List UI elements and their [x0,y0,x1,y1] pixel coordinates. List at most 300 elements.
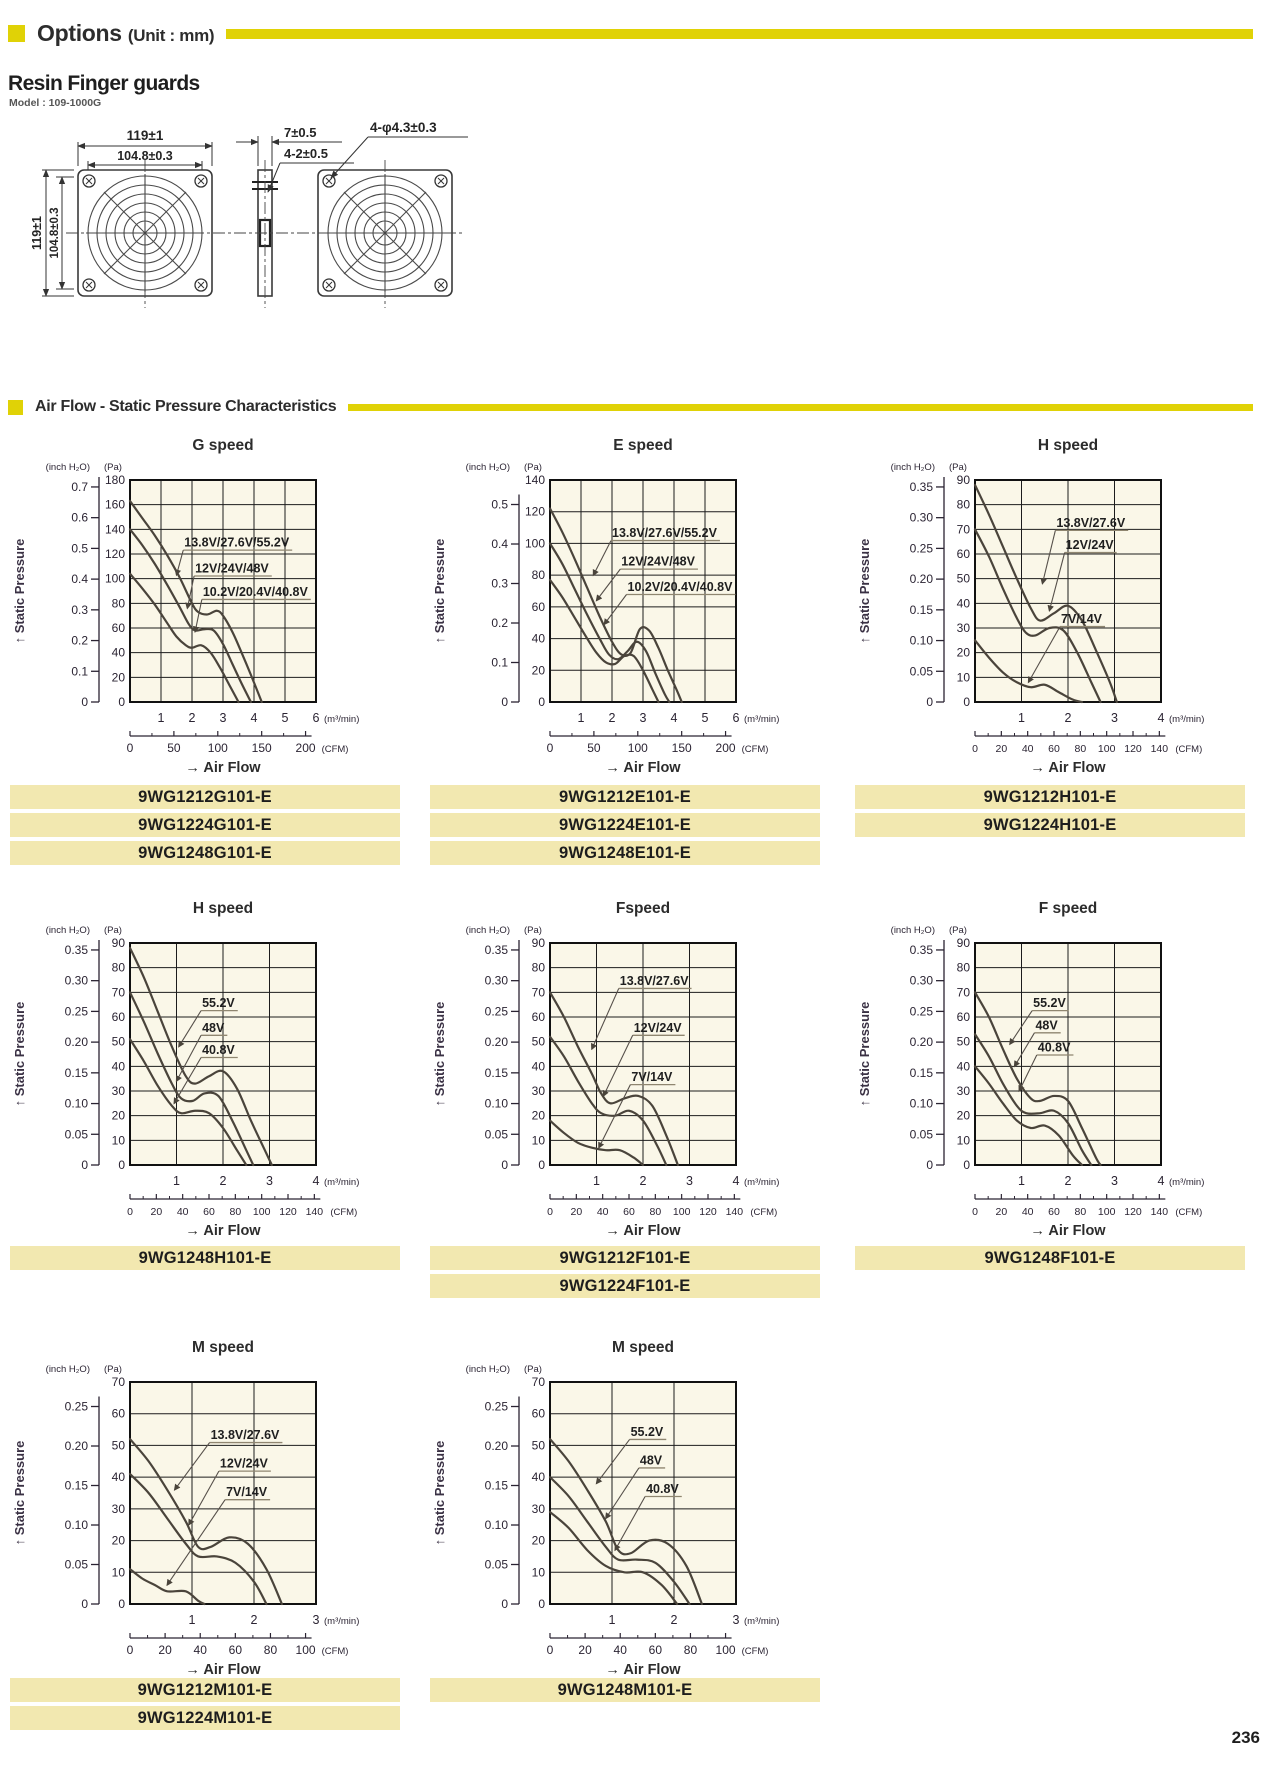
svg [430,893,780,1241]
pa-tick-label: 20 [531,1533,545,1548]
cfm-tick-label: 100 [672,1206,691,1218]
cfm-tick-label: 100 [295,1643,316,1657]
curve-label: 10.2V/20.4V/40.8V [627,580,733,594]
svg [10,430,360,778]
inch-tick-label: 0.30 [64,973,88,988]
inch-tick-label: 0.35 [909,479,933,494]
chart-f-speed-5 [855,893,1205,1241]
pa-tick-label: 80 [531,568,545,583]
y-axis-label: ↑ Static Pressure [12,538,27,644]
inch-tick-label: 0.4 [71,572,88,587]
inch-tick-label: 0.30 [484,973,508,988]
x-axis-label: → Air Flow [1030,1223,1106,1239]
x-tick-label: 2 [1064,711,1072,725]
pa-tick-label: 30 [111,1084,125,1098]
dim-thickness: 7±0.5 [284,125,317,140]
pa-tick-label: 100 [104,571,125,586]
pa-tick-label: 80 [531,960,545,975]
cfm-tick-label: 0 [972,743,978,755]
x-unit-m3-label: (m³/min) [744,714,780,725]
x-tick-label: 2 [670,1613,678,1627]
pa-tick-label: 40 [531,1470,545,1485]
x-unit-m3-label: (m³/min) [744,1177,780,1188]
inch-tick-label: 0.6 [71,510,88,525]
y-unit-pa-label: (Pa) [524,925,542,936]
pa-tick-label: 50 [531,1438,545,1453]
pa-tick-label: 40 [111,1470,125,1485]
cfm-tick-label: 20 [570,1206,583,1218]
pa-tick-label: 0 [538,695,545,709]
x-unit-cfm-label: (CFM) [330,1207,358,1218]
x-tick-label: 1 [173,1174,180,1188]
svg [430,1332,780,1680]
pa-tick-label: 10 [956,670,970,685]
chart-title: H speed [1037,437,1099,454]
x-axis-label: → Air Flow [185,1662,261,1678]
inch-tick-label: 0.5 [71,541,88,556]
y-unit-pa-label: (Pa) [949,925,967,936]
pa-tick-label: 40 [531,631,545,646]
pa-tick-label: 0 [118,1158,125,1172]
inch-tick-label: 0 [926,695,933,709]
curve-label: 48V [202,1020,225,1035]
cfm-tick-label: 80 [1074,1206,1087,1218]
y-unit-pa-label: (Pa) [104,1364,122,1375]
curve-label: 7V/14V [1061,612,1103,627]
y-unit-inch-label: (inch H₂O) [465,462,510,473]
cfm-tick-label: 120 [1124,743,1142,755]
cfm-tick-label: 40 [193,1643,207,1657]
pa-tick-label: 10 [956,1133,970,1148]
pa-tick-label: 120 [104,547,125,561]
inch-tick-label: 0 [501,1597,508,1611]
model-badge: 9WG1224F101-E [430,1274,820,1298]
x-axis-label: → Air Flow [605,1223,681,1239]
pa-tick-label: 90 [531,936,545,950]
chart-title: Fspeed [615,900,671,917]
chart-h-speed-2 [855,430,1205,778]
pa-tick-label: 60 [531,599,545,614]
cfm-tick-label: 140 [305,1206,324,1218]
pa-tick-label: 30 [956,1084,970,1098]
pa-tick-label: 160 [104,497,125,512]
cfm-tick-label: 140 [1150,743,1169,755]
chart-h-speed-3 [10,893,360,1241]
pa-tick-label: 50 [956,571,970,586]
model-badge: 9WG1224E101-E [430,813,820,837]
inch-tick-label: 0.25 [64,1399,88,1414]
inch-tick-label: 0.10 [909,633,933,648]
inch-tick-label: 0.05 [64,1557,88,1572]
pa-tick-label: 30 [531,1501,545,1516]
pa-tick-label: 70 [956,985,970,1000]
pa-tick-label: 20 [111,1533,125,1548]
cfm-tick-label: 20 [995,743,1008,755]
cfm-tick-label: 100 [1097,743,1116,755]
cfm-tick-label: 20 [995,1206,1008,1218]
inch-tick-label: 0.30 [909,973,933,988]
pa-tick-label: 0 [963,1158,970,1172]
pa-tick-label: 20 [956,645,970,660]
chart-title: M speed [611,1339,675,1356]
x-tick-label: 3 [312,1613,320,1627]
cfm-tick-label: 0 [127,1206,133,1218]
x-tick-label: 4 [670,711,678,725]
cfm-tick-label: 0 [126,741,134,755]
pa-tick-label: 90 [111,936,125,950]
model-badge: 9WG1248M101-E [430,1678,820,1702]
pa-tick-label: 80 [111,960,125,975]
cfm-tick-label: 200 [715,741,736,755]
model-badge: 9WG1212M101-E [10,1678,400,1702]
y-unit-pa-label: (Pa) [524,1364,542,1375]
cfm-tick-label: 0 [126,1643,134,1657]
cfm-tick-label: 0 [547,1206,553,1218]
pa-tick-label: 0 [538,1597,545,1611]
inch-tick-label: 0.10 [64,1518,88,1533]
y-axis-label: ↑ Static Pressure [12,1440,27,1546]
model-badge: 9WG1248G101-E [10,841,400,865]
cfm-tick-label: 20 [578,1643,592,1657]
x-tick-label: 4 [1157,1174,1165,1188]
options-unit-text: (Unit : mm) [127,26,215,45]
x-tick-label: 4 [312,1174,320,1188]
inch-tick-label: 0.35 [909,942,933,957]
x-tick-label: 3 [1111,711,1118,725]
x-tick-label: 1 [188,1613,196,1627]
cfm-tick-label: 120 [699,1206,717,1218]
pa-tick-label: 70 [531,1375,545,1389]
x-axis-label: → Air Flow [1030,760,1106,776]
y-unit-inch-label: (inch H₂O) [890,925,935,936]
x-tick-label: 3 [1111,1174,1118,1188]
cfm-tick-label: 150 [251,741,272,755]
y-axis-label: ↑ Static Pressure [12,1001,27,1107]
y-unit-pa-label: (Pa) [104,925,122,936]
curve-label: 55.2V [630,1424,664,1439]
curve-label: 40.8V [202,1043,235,1057]
y-unit-inch-label: (inch H₂O) [45,925,90,936]
dim-hole: 4-φ4.3±0.3 [370,120,437,135]
x-tick-label: 1 [157,711,165,725]
x-unit-cfm-label: (CFM) [741,744,769,755]
x-tick-label: 3 [732,1613,740,1627]
inch-tick-label: 0.20 [909,1035,933,1050]
pa-tick-label: 30 [956,621,970,635]
chart-title: E speed [613,437,673,454]
pa-tick-label: 40 [111,645,125,660]
inch-tick-label: 0 [81,1158,88,1172]
chart-e-speed-1 [430,430,780,778]
inch-tick-label: 0.05 [909,1127,933,1142]
pa-tick-label: 10 [111,1133,125,1148]
inch-tick-label: 0.20 [909,572,933,587]
inch-tick-label: 0.15 [64,1478,88,1493]
x-axis-label: → Air Flow [605,760,681,776]
pa-tick-label: 20 [956,1108,970,1123]
cfm-tick-label: 40 [613,1643,627,1657]
y-unit-inch-label: (inch H₂O) [465,925,510,936]
x-axis-label: → Air Flow [185,1223,261,1239]
x-tick-label: 6 [312,711,320,725]
airflow-title: Air Flow - Static Pressure Characteristics [35,398,337,415]
y-unit-inch-label: (inch H₂O) [45,462,90,473]
model-badge: 9WG1248F101-E [855,1246,1245,1270]
cfm-tick-label: 100 [627,741,648,755]
pa-tick-label: 20 [111,1108,125,1123]
dim-inner-thickness: 4-2±0.5 [284,146,328,161]
x-unit-m3-label: (m³/min) [324,1616,360,1627]
inch-tick-label: 0.25 [484,1004,508,1019]
inch-tick-label: 0.5 [491,497,508,512]
finger-guards-model: Model : 109-1000G [9,97,102,109]
inch-tick-label: 0.15 [909,1065,933,1080]
model-badge: 9WG1224M101-E [10,1706,400,1730]
x-unit-cfm-label: (CFM) [1175,744,1203,755]
pa-tick-label: 180 [104,473,125,487]
y-unit-inch-label: (inch H₂O) [465,1364,510,1375]
curve-label: 48V [639,1453,663,1468]
inch-tick-label: 0.1 [71,664,88,679]
pa-tick-label: 60 [531,1406,545,1421]
x-tick-label: 1 [593,1174,600,1188]
y-axis-label: ↑ Static Pressure [432,538,447,644]
inch-tick-label: 0.35 [64,942,88,957]
inch-tick-label: 0.05 [64,1127,88,1142]
pa-tick-label: 50 [531,1034,545,1049]
inch-tick-label: 0.20 [484,1439,508,1454]
y-unit-pa-label: (Pa) [524,462,542,473]
curve-label: 12V/24V [1065,538,1114,553]
cfm-tick-label: 100 [715,1643,736,1657]
x-tick-label: 3 [686,1174,693,1188]
inch-tick-label: 0.10 [909,1096,933,1111]
curve-label: 55.2V [202,996,235,1011]
x-tick-label: 1 [608,1613,616,1627]
pa-tick-label: 0 [963,695,970,709]
inch-tick-label: 0.30 [909,510,933,525]
y-unit-inch-label: (inch H₂O) [890,462,935,473]
dim-inner-height: 104.8±0.3 [49,207,61,259]
x-tick-label: 6 [732,711,740,725]
curve-label: 13.8V/27.6V/55.2V [612,526,717,541]
inch-tick-label: 0.7 [71,479,88,494]
cfm-tick-label: 120 [1124,1206,1142,1218]
x-unit-cfm-label: (CFM) [1175,1207,1203,1218]
pa-tick-label: 90 [956,936,970,950]
cfm-tick-label: 80 [229,1206,242,1218]
cfm-tick-label: 0 [546,1643,554,1657]
curve-label: 48V [1035,1018,1058,1033]
curve-label: 7V/14V [226,1485,268,1500]
curve-label: 12V/24V/48V [195,561,269,576]
inch-tick-label: 0.4 [491,537,508,552]
x-tick-label: 5 [701,711,709,725]
x-unit-m3-label: (m³/min) [744,1616,780,1627]
cfm-tick-label: 200 [295,741,316,755]
pa-tick-label: 80 [111,596,125,611]
pa-tick-label: 70 [111,1375,125,1389]
x-unit-cfm-label: (CFM) [321,1646,349,1657]
inch-tick-label: 0 [81,1597,88,1611]
pa-tick-label: 70 [956,522,970,537]
curve-label: 10.2V/20.4V/40.8V [202,584,308,599]
inch-tick-label: 0 [501,1158,508,1172]
model-badge: 9WG1212G101-E [10,785,400,809]
pa-tick-label: 40 [956,1059,970,1074]
cfm-tick-label: 140 [725,1206,744,1218]
curve-label: 7V/14V [631,1070,673,1085]
inch-tick-label: 0.2 [491,616,508,631]
inch-tick-label: 0.20 [64,1035,88,1050]
pa-tick-label: 40 [531,1059,545,1074]
x-tick-label: 4 [250,711,258,725]
inch-tick-label: 0.3 [491,576,508,591]
model-badge: 9WG1212H101-E [855,785,1245,809]
inch-tick-label: 0 [81,695,88,709]
x-unit-m3-label: (m³/min) [1169,714,1205,725]
y-axis-label: ↑ Static Pressure [432,1440,447,1546]
x-tick-label: 3 [266,1174,273,1188]
curve-label: 13.8V/27.6V [619,973,689,988]
pa-tick-label: 60 [111,1010,125,1024]
model-badge: 9WG1212E101-E [430,785,820,809]
pa-tick-label: 50 [111,1438,125,1453]
pa-tick-label: 10 [111,1565,125,1580]
pa-tick-label: 60 [111,621,125,635]
cfm-tick-label: 50 [167,741,181,755]
pa-tick-label: 20 [531,663,545,678]
cfm-tick-label: 0 [546,741,554,755]
pa-tick-label: 0 [118,1597,125,1611]
options-title-text: Options [37,20,122,46]
cfm-tick-label: 20 [158,1643,172,1657]
inch-tick-label: 0.05 [484,1557,508,1572]
y-unit-inch-label: (inch H₂O) [45,1364,90,1375]
chart-title: G speed [192,437,254,454]
curve-label: 55.2V [1033,996,1066,1011]
x-tick-label: 4 [732,1174,740,1188]
pa-tick-label: 80 [956,960,970,975]
cfm-tick-label: 140 [1150,1206,1169,1218]
chart-m-speed-7 [430,1332,780,1680]
cfm-tick-label: 40 [1021,743,1034,755]
cfm-tick-label: 120 [279,1206,297,1218]
pa-tick-label: 90 [956,473,970,487]
pa-tick-label: 70 [111,985,125,1000]
dim-outer-height: 119±1 [30,216,44,250]
pa-tick-label: 60 [956,1010,970,1024]
cfm-tick-label: 60 [648,1643,663,1657]
x-unit-cfm-label: (CFM) [750,1207,778,1218]
pa-tick-label: 30 [111,1501,125,1516]
cfm-tick-label: 60 [623,1206,635,1218]
pa-tick-label: 20 [111,670,125,685]
pa-tick-label: 100 [524,536,545,551]
pa-tick-label: 40 [956,596,970,611]
pa-tick-label: 30 [531,1084,545,1098]
cfm-tick-label: 80 [649,1206,662,1218]
inch-tick-label: 0.05 [909,664,933,679]
pa-tick-label: 10 [531,1133,545,1148]
chart-title: F speed [1038,900,1098,917]
svg [430,430,780,778]
x-unit-m3-label: (m³/min) [1169,1177,1205,1188]
pa-tick-label: 140 [104,522,125,537]
inch-tick-label: 0.35 [484,942,508,957]
inch-tick-label: 0.25 [909,541,933,556]
cfm-tick-label: 0 [972,1206,978,1218]
model-badge: 9WG1224G101-E [10,813,400,837]
inch-tick-label: 0.15 [484,1478,508,1493]
x-tick-label: 2 [219,1174,227,1188]
curve-label: 40.8V [1037,1040,1071,1055]
cfm-tick-label: 60 [1048,1206,1060,1218]
curve-label: 12V/24V/48V [621,554,695,569]
dim-inner-width: 104.8±0.3 [117,149,173,163]
cfm-tick-label: 100 [252,1206,271,1218]
x-tick-label: 2 [639,1174,647,1188]
inch-tick-label: 0 [501,695,508,709]
inch-tick-label: 0.25 [484,1399,508,1414]
x-unit-m3-label: (m³/min) [324,714,360,725]
pa-tick-label: 80 [956,497,970,512]
inch-tick-label: 0.15 [484,1065,508,1080]
y-axis-label: ↑ Static Pressure [857,1001,872,1107]
svg [10,893,360,1241]
x-tick-label: 1 [1018,711,1025,725]
svg [855,430,1205,778]
curve-label: 13.8V/27.6V/55.2V [184,535,290,550]
cfm-tick-label: 40 [1021,1206,1034,1218]
pa-tick-label: 60 [531,1010,545,1024]
model-badge: 9WG1224H101-E [855,813,1245,837]
chart-title: M speed [191,1339,255,1356]
chart-fspeed-4 [430,893,780,1241]
x-tick-label: 5 [281,711,289,725]
model-badge: 9WG1248H101-E [10,1246,400,1270]
cfm-tick-label: 40 [176,1206,189,1218]
pa-tick-label: 60 [956,547,970,561]
x-tick-label: 2 [1064,1174,1072,1188]
pa-tick-label: 50 [111,1034,125,1049]
chart-g-speed-0 [10,430,360,778]
cfm-tick-label: 80 [1074,743,1087,755]
pa-tick-label: 0 [538,1158,545,1172]
x-tick-label: 4 [1157,711,1165,725]
plot-area [130,1382,316,1604]
pa-tick-label: 40 [111,1059,125,1074]
x-tick-label: 3 [639,711,647,725]
model-badge: 9WG1248E101-E [430,841,820,865]
inch-tick-label: 0.25 [909,1004,933,1019]
y-unit-pa-label: (Pa) [949,462,967,473]
x-tick-label: 3 [219,711,227,725]
inch-tick-label: 0.15 [909,602,933,617]
cfm-tick-label: 60 [203,1206,215,1218]
inch-tick-label: 0.2 [71,633,88,648]
chart-title: H speed [192,900,254,917]
cfm-tick-label: 60 [1048,743,1060,755]
x-tick-label: 1 [577,711,585,725]
svg [855,893,1205,1241]
x-tick-label: 2 [188,711,196,725]
y-unit-pa-label: (Pa) [104,462,122,473]
page-number: 236 [1231,1728,1260,1747]
dim-outer-width: 119±1 [126,128,164,143]
pa-tick-label: 140 [524,473,545,487]
chart-m-speed-6 [10,1332,360,1680]
